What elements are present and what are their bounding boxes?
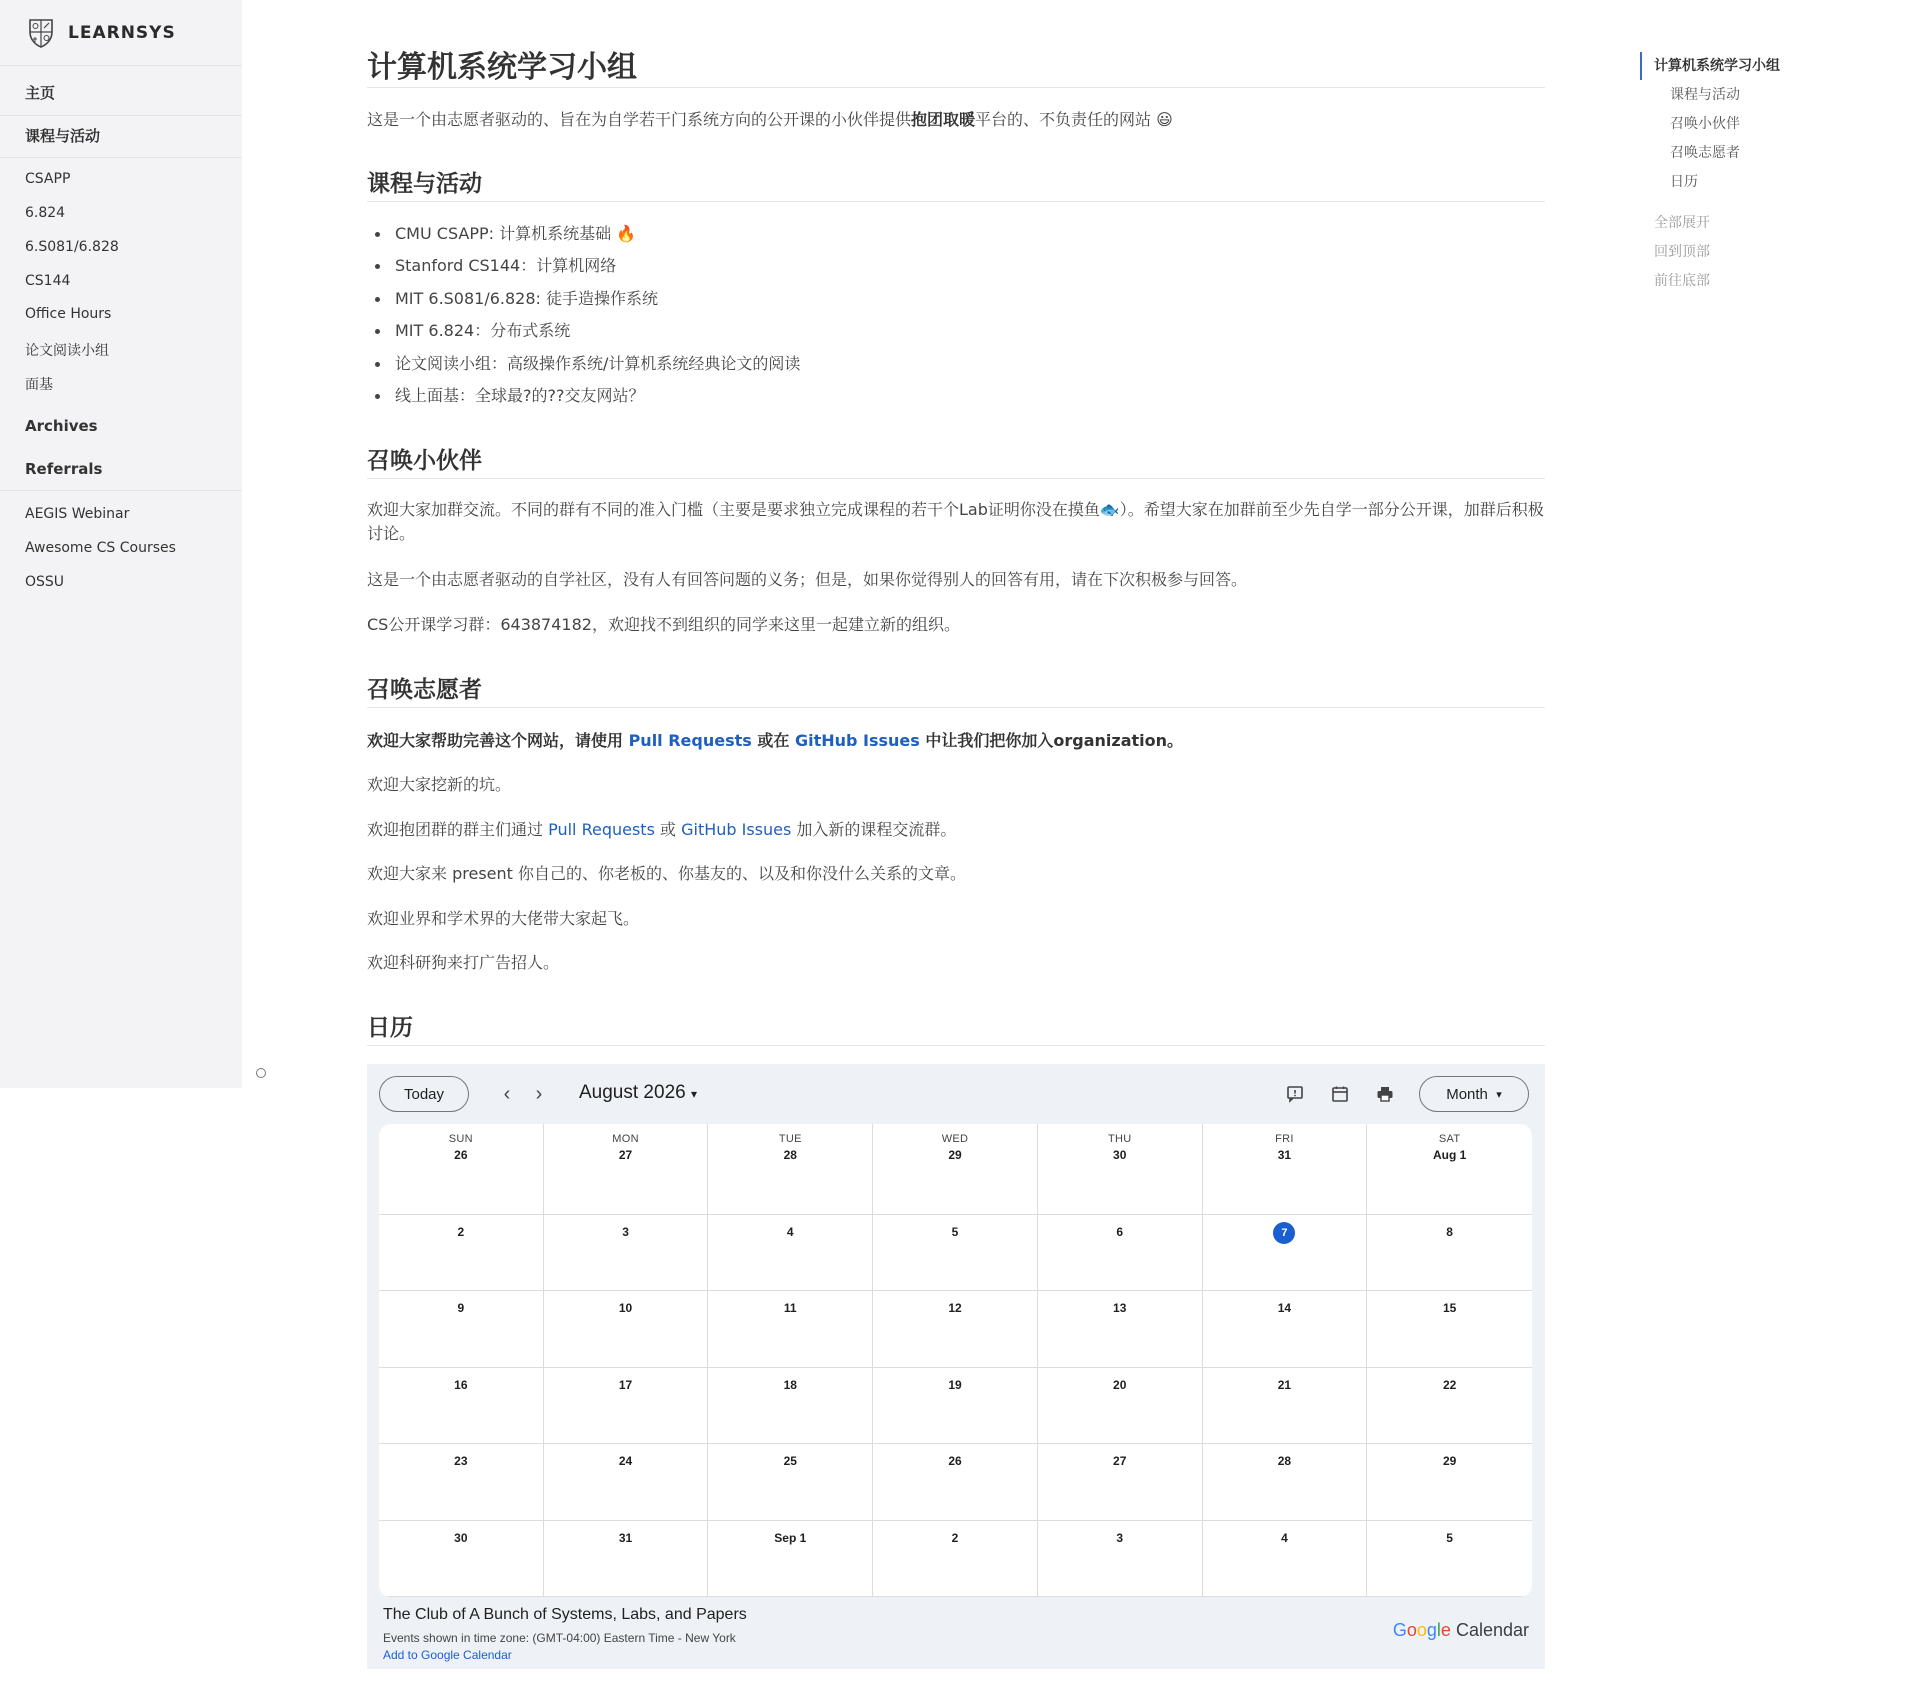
nav-divider bbox=[0, 157, 242, 158]
date-number: 30 bbox=[1113, 1148, 1127, 1162]
date-number: 4 bbox=[786, 1225, 794, 1239]
day-cell[interactable] bbox=[379, 1444, 544, 1520]
section-heading-volunteers: 召唤志愿者 bbox=[367, 677, 482, 703]
weekday-label: THU bbox=[1107, 1133, 1132, 1145]
pull-requests-link[interactable]: Pull Requests bbox=[548, 820, 655, 839]
weekday-label: WED bbox=[941, 1133, 969, 1145]
day-cell[interactable] bbox=[544, 1215, 709, 1291]
intro-paragraph: 这是一个由志愿者驱动的、旨在为自学若干门系统方向的公开课的小伙伴提供抱团取暖平台的、不负责任的网站 😃 bbox=[367, 110, 1173, 129]
day-cell[interactable] bbox=[708, 1521, 873, 1597]
date-number: 12 bbox=[948, 1301, 962, 1316]
day-cell[interactable] bbox=[708, 1215, 873, 1291]
nav-divider bbox=[0, 490, 242, 491]
today-date-marker bbox=[1203, 1225, 1367, 1244]
toc-expand-all[interactable]: 全部展开 bbox=[1654, 215, 1710, 231]
title-rule bbox=[367, 87, 1545, 88]
date-number: 14 bbox=[1277, 1301, 1292, 1316]
date-number: 28 bbox=[1277, 1454, 1292, 1469]
timezone-note: Events shown in time zone: (GMT-04:00) Eastern Time - New York bbox=[383, 1631, 736, 1645]
day-cell[interactable] bbox=[1203, 1291, 1368, 1367]
list-item: CMU CSAPP: 计算机系统基础 🔥 bbox=[367, 222, 800, 254]
sidebar-item-csapp[interactable]: CSAPP bbox=[25, 171, 71, 187]
date-number: 7 bbox=[1273, 1222, 1295, 1244]
date-number: 21 bbox=[1277, 1377, 1292, 1392]
toc-item-volunteers[interactable]: 召唤志愿者 bbox=[1670, 145, 1740, 161]
sidebar-item-6s081[interactable]: 6.S081/6.828 bbox=[25, 239, 119, 255]
sidebar-item-cs144[interactable]: CS144 bbox=[25, 273, 71, 289]
day-cell[interactable] bbox=[1367, 1124, 1532, 1215]
day-cell[interactable] bbox=[544, 1444, 709, 1520]
feedback-icon[interactable] bbox=[1283, 1082, 1307, 1106]
list-item: 论文阅读小组：高级操作系统/计算机系统经典论文的阅读 bbox=[367, 352, 800, 384]
day-cell[interactable] bbox=[1203, 1521, 1368, 1597]
sidebar-item-ossu[interactable]: OSSU bbox=[25, 574, 65, 590]
google-wordmark: Google bbox=[1392, 1620, 1451, 1640]
toc-back-to-top[interactable]: 回到顶部 bbox=[1654, 244, 1710, 260]
day-cell[interactable] bbox=[1367, 1444, 1532, 1520]
day-cell[interactable] bbox=[1203, 1368, 1368, 1444]
date-number: 13 bbox=[1113, 1301, 1127, 1316]
sidebar-item-aegis-webinar[interactable]: AEGIS Webinar bbox=[25, 506, 130, 522]
day-cell[interactable] bbox=[873, 1291, 1038, 1367]
today-button[interactable]: Today bbox=[379, 1076, 469, 1112]
section-rule bbox=[367, 707, 1545, 708]
day-cell[interactable] bbox=[379, 1215, 544, 1291]
day-cell[interactable] bbox=[1203, 1215, 1368, 1291]
day-cell[interactable] bbox=[379, 1124, 544, 1215]
date-number: 19 bbox=[948, 1377, 962, 1392]
volunteers-paragraph-2: 欢迎大家挖新的坑。 bbox=[367, 775, 512, 794]
date-number: 3 bbox=[1116, 1530, 1124, 1545]
date-number: 28 bbox=[783, 1148, 797, 1162]
print-icon[interactable] bbox=[1373, 1082, 1397, 1106]
day-cell[interactable] bbox=[1203, 1444, 1368, 1520]
day-cell[interactable] bbox=[1038, 1215, 1203, 1291]
day-cell[interactable] bbox=[873, 1444, 1038, 1520]
volunteers-paragraph-4: 欢迎大家来 present 你自己的、你老板的、你基友的、以及和你没什么关系的文章。 bbox=[367, 864, 966, 883]
brand-name: LEARNSYS bbox=[68, 22, 176, 43]
day-cell[interactable] bbox=[544, 1291, 709, 1367]
sidebar-item-courses[interactable]: 课程与活动 bbox=[25, 127, 101, 145]
nav-divider bbox=[0, 115, 242, 116]
toc-active-indicator bbox=[1640, 52, 1642, 80]
day-cell[interactable] bbox=[873, 1215, 1038, 1291]
section-rule bbox=[367, 478, 1545, 479]
toc-item-title[interactable]: 计算机系统学习小组 bbox=[1654, 58, 1780, 74]
weekday-label: FRI bbox=[1275, 1133, 1294, 1145]
date-number: 15 bbox=[1442, 1301, 1457, 1316]
toc-item-courses[interactable]: 课程与活动 bbox=[1670, 87, 1740, 103]
day-cell[interactable] bbox=[1038, 1124, 1203, 1215]
day-cell[interactable] bbox=[873, 1368, 1038, 1444]
day-cell[interactable] bbox=[379, 1521, 544, 1597]
date-number: 4 bbox=[1281, 1530, 1288, 1545]
day-cell[interactable] bbox=[873, 1521, 1038, 1597]
date-number: 23 bbox=[454, 1454, 468, 1469]
day-cell[interactable] bbox=[379, 1368, 544, 1444]
weekday-label: TUE bbox=[778, 1133, 802, 1145]
current-period-dropdown[interactable]: August 2026 ▾ bbox=[579, 1082, 698, 1103]
date-number: 18 bbox=[783, 1377, 797, 1392]
day-cell[interactable] bbox=[708, 1291, 873, 1367]
page-title: 计算机系统学习小组 bbox=[367, 50, 637, 85]
volunteers-paragraph-3: 欢迎抱团群的群主们通过 Pull Requests 或 GitHub Issues 加入新的课程交流群。 bbox=[367, 820, 957, 839]
volunteers-paragraph-5: 欢迎业界和学术界的大佬带大家起飞。 bbox=[367, 909, 640, 928]
weekday-label: SAT bbox=[1438, 1133, 1461, 1145]
date-number: 22 bbox=[1442, 1377, 1457, 1392]
weekday-label: MON bbox=[612, 1133, 639, 1145]
toc-go-to-bottom[interactable]: 前往底部 bbox=[1654, 273, 1710, 289]
list-item: MIT 6.824：分布式系统 bbox=[367, 319, 800, 351]
date-number: 8 bbox=[1446, 1225, 1453, 1239]
day-cell[interactable] bbox=[708, 1368, 873, 1444]
pull-requests-link[interactable]: Pull Requests bbox=[628, 731, 752, 750]
date-number: 6 bbox=[1116, 1225, 1124, 1239]
google-calendar-logo[interactable]: Google Calendar bbox=[1392, 1620, 1529, 1640]
day-cell[interactable] bbox=[1367, 1291, 1532, 1367]
caret-down-icon: ▾ bbox=[690, 1087, 698, 1101]
day-cell[interactable] bbox=[708, 1444, 873, 1520]
date-number: 16 bbox=[454, 1377, 468, 1392]
add-to-google-calendar-link[interactable]: Add to Google Calendar bbox=[383, 1648, 512, 1662]
date-number: 30 bbox=[454, 1530, 468, 1545]
date-number: 27 bbox=[618, 1148, 633, 1162]
brand[interactable] bbox=[0, 0, 242, 66]
toc-item-partners[interactable]: 召唤小伙伴 bbox=[1670, 116, 1740, 132]
day-cell[interactable] bbox=[708, 1124, 873, 1215]
shield-logo-icon bbox=[26, 17, 56, 49]
section-heading-courses: 课程与活动 bbox=[367, 171, 482, 197]
sidebar-toggle[interactable] bbox=[256, 1068, 266, 1078]
date-number: 10 bbox=[618, 1301, 633, 1316]
volunteers-paragraph-1: 欢迎大家帮助完善这个网站，请使用 Pull Requests 或在 GitHub Issues 中让我们把你加入organization。 bbox=[367, 731, 1184, 750]
sidebar-item-archives[interactable]: Archives bbox=[25, 417, 98, 435]
date-number: Aug 1 bbox=[1432, 1148, 1467, 1162]
day-cell[interactable] bbox=[1038, 1444, 1203, 1520]
list-item: MIT 6.S081/6.828: 徒手造操作系统 bbox=[367, 287, 800, 319]
sidebar-item-awesome-cs-courses[interactable]: Awesome CS Courses bbox=[25, 540, 176, 556]
chevron-left-icon[interactable]: ‹ bbox=[503, 1082, 511, 1105]
date-number: 2 bbox=[951, 1530, 959, 1545]
date-number: 29 bbox=[1442, 1454, 1457, 1469]
day-cell[interactable] bbox=[1038, 1291, 1203, 1367]
date-number: 3 bbox=[622, 1225, 629, 1239]
date-number: 25 bbox=[783, 1454, 797, 1469]
sidebar bbox=[0, 0, 242, 1088]
date-number: 20 bbox=[1113, 1377, 1127, 1392]
google-calendar-embed bbox=[367, 1064, 1545, 1669]
view-mode-dropdown[interactable]: Month ▾ bbox=[1419, 1076, 1529, 1112]
github-issues-link[interactable]: GitHub Issues bbox=[681, 820, 792, 839]
date-number: 5 bbox=[951, 1225, 959, 1239]
caret-down-icon: ▾ bbox=[1496, 1088, 1502, 1101]
day-cell[interactable] bbox=[1038, 1368, 1203, 1444]
section-rule bbox=[367, 1045, 1545, 1046]
day-cell[interactable] bbox=[379, 1291, 544, 1367]
date-number: 2 bbox=[457, 1225, 465, 1239]
volunteers-paragraph-6: 欢迎科研狗来打广告招人。 bbox=[367, 953, 560, 972]
date-number: 17 bbox=[618, 1377, 633, 1392]
course-list bbox=[367, 222, 800, 416]
chevron-right-icon[interactable]: › bbox=[535, 1082, 543, 1105]
partners-paragraph-3: CS公开课学习群：643874182，欢迎找不到组织的同学来这里一起建立新的组织。 bbox=[367, 615, 960, 634]
calendar-title: The Club of A Bunch of Systems, Labs, and Papers bbox=[383, 1606, 747, 1623]
day-cell[interactable] bbox=[544, 1368, 709, 1444]
section-heading-calendar: 日历 bbox=[367, 1015, 413, 1041]
date-number: 31 bbox=[1277, 1148, 1292, 1162]
section-rule bbox=[367, 201, 1545, 202]
date-number: 5 bbox=[1446, 1530, 1453, 1545]
date-number: 26 bbox=[454, 1148, 468, 1162]
day-cell[interactable] bbox=[1038, 1521, 1203, 1597]
sidebar-item-6824[interactable]: 6.824 bbox=[25, 205, 66, 221]
day-cell[interactable] bbox=[1367, 1215, 1532, 1291]
date-number: Sep 1 bbox=[774, 1530, 807, 1545]
sidebar-item-paper-reading[interactable]: 论文阅读小组 bbox=[25, 343, 109, 359]
day-cell[interactable] bbox=[1367, 1368, 1532, 1444]
day-cell[interactable] bbox=[873, 1124, 1038, 1215]
sidebar-item-referrals[interactable]: Referrals bbox=[25, 460, 103, 478]
sidebar-item-meetup[interactable]: 面基 bbox=[25, 377, 53, 393]
sidebar-item-office-hours[interactable]: Office Hours bbox=[25, 306, 112, 322]
day-cell[interactable] bbox=[1367, 1521, 1532, 1597]
day-cell[interactable] bbox=[1203, 1124, 1368, 1215]
partners-paragraph-1: 欢迎大家加群交流。不同的群有不同的准入门槛（主要是要求独立完成课程的若干个Lab证明你没在摸鱼🐟）。希望大家在加群前至少先自学一部分公开课，加群后积极讨论。 bbox=[367, 500, 1544, 543]
date-number: 31 bbox=[618, 1530, 633, 1545]
sidebar-item-home[interactable]: 主页 bbox=[25, 84, 56, 102]
list-item: Stanford CS144：计算机网络 bbox=[367, 254, 800, 286]
calendar-icon[interactable] bbox=[1328, 1082, 1352, 1106]
weekday-label: SUN bbox=[448, 1133, 473, 1145]
date-number: 27 bbox=[1113, 1454, 1127, 1469]
partners-paragraph-2: 这是一个由志愿者驱动的自学社区，没有人有回答问题的义务；但是，如果你觉得别人的回答有用，请在下次积极参与回答。 bbox=[367, 570, 1248, 589]
github-issues-link[interactable]: GitHub Issues bbox=[794, 731, 920, 750]
day-cell[interactable] bbox=[544, 1521, 709, 1597]
date-number: 11 bbox=[783, 1301, 797, 1316]
date-number: 9 bbox=[457, 1301, 465, 1316]
list-item: 线上面基：全球最?的??交友网站？ bbox=[367, 384, 800, 416]
toc-item-calendar[interactable]: 日历 bbox=[1670, 174, 1698, 190]
date-number: 26 bbox=[948, 1454, 962, 1469]
section-heading-partners: 召唤小伙伴 bbox=[367, 448, 482, 474]
date-number: 24 bbox=[618, 1454, 633, 1469]
date-number: 29 bbox=[948, 1148, 962, 1162]
day-cell[interactable] bbox=[544, 1124, 709, 1215]
month-grid bbox=[379, 1124, 1532, 1597]
